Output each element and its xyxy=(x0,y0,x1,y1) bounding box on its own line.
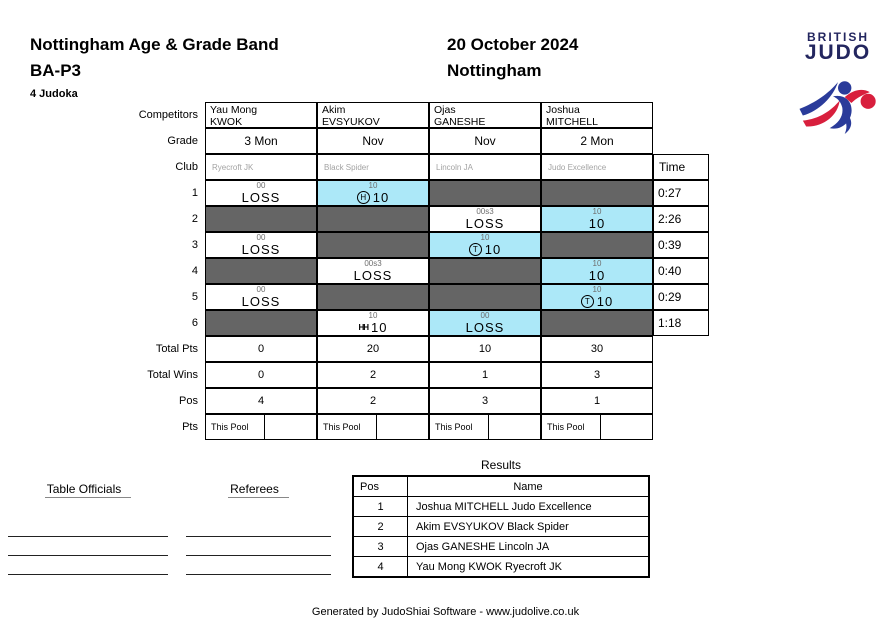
match-cell xyxy=(317,258,429,284)
win-type-icon: T xyxy=(581,295,594,308)
competitor-header-cell xyxy=(541,102,653,128)
pool-grid xyxy=(138,102,709,440)
match-cell-blocked xyxy=(317,206,429,232)
pts-value-cell xyxy=(489,415,540,439)
results-name: Ojas GANESHE Lincoln JA xyxy=(408,537,650,557)
results-row xyxy=(353,517,649,537)
total-pts-cell: 10 xyxy=(429,336,541,362)
match-main-score xyxy=(354,268,393,285)
signature-line xyxy=(8,556,168,575)
match-main-score xyxy=(357,190,389,207)
pts-pool-label: This Pool xyxy=(430,415,489,439)
spacer-cell xyxy=(653,388,709,414)
pts-pool-label: This Pool xyxy=(542,415,601,439)
match-number-label: 4 xyxy=(143,258,205,284)
event-date: 20 October 2024 xyxy=(447,35,579,54)
competitor-first-name: Joshua xyxy=(546,104,580,116)
match-cell xyxy=(429,310,541,336)
match-time-cell: 1:18 xyxy=(653,310,709,336)
pts-cell xyxy=(429,414,541,440)
match-main-score xyxy=(466,216,505,233)
pos-cell: 2 xyxy=(317,388,429,414)
match-cell-blocked xyxy=(317,232,429,258)
referees-heading: Referees xyxy=(228,482,289,498)
match-cell-blocked xyxy=(541,232,653,258)
match-main-score xyxy=(466,320,505,337)
club-cell: Ryecroft JK xyxy=(205,154,317,180)
match-result-text: 10 xyxy=(371,320,388,335)
competitor-first-name: Akim xyxy=(322,104,346,116)
match-corner-score: 10 xyxy=(592,285,602,294)
match-result-text: 10 xyxy=(484,242,502,257)
match-cell xyxy=(317,310,429,336)
win-type-text: HH xyxy=(358,323,369,332)
match-corner-score: 00 xyxy=(256,233,266,242)
match-number-label: 1 xyxy=(143,180,205,206)
match-number-label: 5 xyxy=(143,284,205,310)
results-name: Joshua MITCHELL Judo Excellence xyxy=(408,497,650,517)
row-label-total-pts: Total Pts xyxy=(143,336,205,362)
spacer-cell xyxy=(653,362,709,388)
category-title: BA-P3 xyxy=(30,61,82,80)
grade-cell: Nov xyxy=(429,128,541,154)
results-body xyxy=(353,497,649,578)
match-main-score xyxy=(589,268,605,285)
title-block xyxy=(30,32,279,100)
match-cell xyxy=(205,284,317,310)
signature-line xyxy=(186,556,331,575)
match-corner-score: 10 xyxy=(480,233,490,242)
signature-line xyxy=(8,537,168,556)
match-result-text: 10 xyxy=(588,216,606,231)
match-main-score xyxy=(358,320,387,337)
match-cell-blocked xyxy=(205,206,317,232)
match-time-cell: 0:40 xyxy=(653,258,709,284)
results-pos: 3 xyxy=(353,537,408,557)
match-time-cell: 0:39 xyxy=(653,232,709,258)
match-result-text: 10 xyxy=(588,268,606,283)
match-result-text: 10 xyxy=(596,294,614,309)
grade-cell: 3 Mon xyxy=(205,128,317,154)
match-cell-blocked xyxy=(429,284,541,310)
results-row xyxy=(353,557,649,578)
competitor-last-name: EVSYUKOV xyxy=(322,116,380,128)
club-cell: Black Spider xyxy=(317,154,429,180)
pos-cell: 4 xyxy=(205,388,317,414)
match-main-score xyxy=(469,242,501,259)
spacer-cell xyxy=(653,128,709,154)
match-main-score xyxy=(589,216,605,233)
signature-line xyxy=(8,518,168,537)
total-wins-cell: 3 xyxy=(541,362,653,388)
pos-cell: 1 xyxy=(541,388,653,414)
win-type-icon: H xyxy=(357,191,370,204)
match-cell-blocked xyxy=(541,310,653,336)
pts-value-cell xyxy=(601,415,652,439)
pts-cell xyxy=(541,414,653,440)
match-cell xyxy=(541,284,653,310)
event-title: Nottingham Age & Grade Band xyxy=(30,35,279,54)
footer-credit: Generated by JudoShiai Software - www.judolive.co.uk xyxy=(311,606,580,618)
match-corner-score: 00s3 xyxy=(364,259,382,268)
table-officials-heading: Table Officials xyxy=(45,482,131,498)
competitor-header-cell xyxy=(317,102,429,128)
club-cell: Judo Excellence xyxy=(541,154,653,180)
match-result-text: LOSS xyxy=(241,190,281,205)
results-name: Akim EVSYUKOV Black Spider xyxy=(408,517,650,537)
spacer-cell xyxy=(653,414,709,440)
results-pos: 1 xyxy=(353,497,408,517)
competitor-last-name: KWOK xyxy=(210,116,243,128)
judoka-count: 4 Judoka xyxy=(30,88,78,100)
row-label-grade: Grade xyxy=(143,128,205,154)
event-location: Nottingham xyxy=(447,61,542,80)
match-cell xyxy=(429,232,541,258)
pts-pool-label: This Pool xyxy=(318,415,377,439)
results-pos: 4 xyxy=(353,557,408,578)
match-time-cell: 2:26 xyxy=(653,206,709,232)
pos-cell: 3 xyxy=(429,388,541,414)
pts-value-cell xyxy=(377,415,428,439)
competitor-first-name: Ojas xyxy=(434,104,456,116)
date-block xyxy=(447,32,578,84)
win-type-icon: T xyxy=(469,243,482,256)
club-cell: Lincoln JA xyxy=(429,154,541,180)
time-column-header: Time xyxy=(653,154,709,180)
total-pts-cell: 0 xyxy=(205,336,317,362)
pts-cell xyxy=(205,414,317,440)
grade-cell: 2 Mon xyxy=(541,128,653,154)
pts-cell xyxy=(317,414,429,440)
match-cell-blocked xyxy=(541,180,653,206)
match-cell-blocked xyxy=(317,284,429,310)
spacer-cell xyxy=(653,102,709,128)
match-corner-score: 10 xyxy=(592,259,602,268)
logo-text-british: BRITISH xyxy=(807,30,869,44)
match-result-text: LOSS xyxy=(241,242,281,257)
row-label-total-wins: Total Wins xyxy=(143,362,205,388)
pts-value-cell xyxy=(265,415,316,439)
match-cell-blocked xyxy=(429,180,541,206)
competitor-last-name: GANESHE xyxy=(434,116,486,128)
match-cell xyxy=(541,258,653,284)
match-main-score xyxy=(242,242,281,259)
match-result-text: LOSS xyxy=(465,216,505,231)
referees-lines xyxy=(186,518,331,575)
match-cell-blocked xyxy=(205,258,317,284)
referees-group xyxy=(186,480,331,575)
match-time-cell: 0:27 xyxy=(653,180,709,206)
results-row xyxy=(353,537,649,557)
match-number-label: 6 xyxy=(143,310,205,336)
match-corner-score: 10 xyxy=(368,311,378,320)
match-cell xyxy=(541,206,653,232)
row-label-pos: Pos xyxy=(143,388,205,414)
match-cell-blocked xyxy=(429,258,541,284)
match-corner-score: 00 xyxy=(480,311,490,320)
competitor-header-cell xyxy=(205,102,317,128)
results-col-name: Name xyxy=(408,476,650,497)
judoka-figure-icon xyxy=(796,67,880,139)
match-cell xyxy=(429,206,541,232)
row-label-pts: Pts xyxy=(143,414,205,440)
match-cell-blocked xyxy=(205,310,317,336)
competitor-first-name: Yau Mong xyxy=(210,104,258,116)
match-cell xyxy=(205,180,317,206)
match-number-label: 2 xyxy=(143,206,205,232)
grade-cell: Nov xyxy=(317,128,429,154)
signature-line xyxy=(186,518,331,537)
match-corner-score: 00 xyxy=(256,181,266,190)
table-officials-group xyxy=(8,480,168,575)
match-result-text: LOSS xyxy=(465,320,505,335)
pts-pool-label: This Pool xyxy=(206,415,265,439)
british-judo-logo xyxy=(792,30,884,144)
results-section xyxy=(352,458,650,578)
row-label-club: Club xyxy=(143,154,205,180)
match-cell xyxy=(317,180,429,206)
match-number-label: 3 xyxy=(143,232,205,258)
logo-text-judo: JUDO xyxy=(804,41,872,64)
match-corner-score: 00s3 xyxy=(476,207,494,216)
results-row xyxy=(353,497,649,517)
competitor-last-name: MITCHELL xyxy=(546,116,598,128)
match-cell xyxy=(205,232,317,258)
results-pos: 2 xyxy=(353,517,408,537)
match-corner-score: 00 xyxy=(256,285,266,294)
total-pts-cell: 30 xyxy=(541,336,653,362)
match-result-text: 10 xyxy=(372,190,390,205)
total-wins-cell: 2 xyxy=(317,362,429,388)
match-result-text: LOSS xyxy=(353,268,393,283)
match-corner-score: 10 xyxy=(368,181,378,190)
total-pts-cell: 20 xyxy=(317,336,429,362)
match-corner-score: 10 xyxy=(592,207,602,216)
match-result-text: LOSS xyxy=(241,294,281,309)
signature-line xyxy=(186,537,331,556)
match-time-cell: 0:29 xyxy=(653,284,709,310)
competitor-header-cell xyxy=(429,102,541,128)
results-title: Results xyxy=(480,458,521,472)
total-wins-cell: 0 xyxy=(205,362,317,388)
spacer-cell xyxy=(653,336,709,362)
results-table xyxy=(352,475,650,578)
row-label-competitors: Competitors xyxy=(143,102,205,128)
match-main-score xyxy=(242,294,281,311)
results-name: Yau Mong KWOK Ryecroft JK xyxy=(408,557,650,578)
results-col-pos: Pos xyxy=(353,476,408,497)
table-officials-lines xyxy=(8,518,168,575)
total-wins-cell: 1 xyxy=(429,362,541,388)
match-main-score xyxy=(581,294,613,311)
match-main-score xyxy=(242,190,281,207)
